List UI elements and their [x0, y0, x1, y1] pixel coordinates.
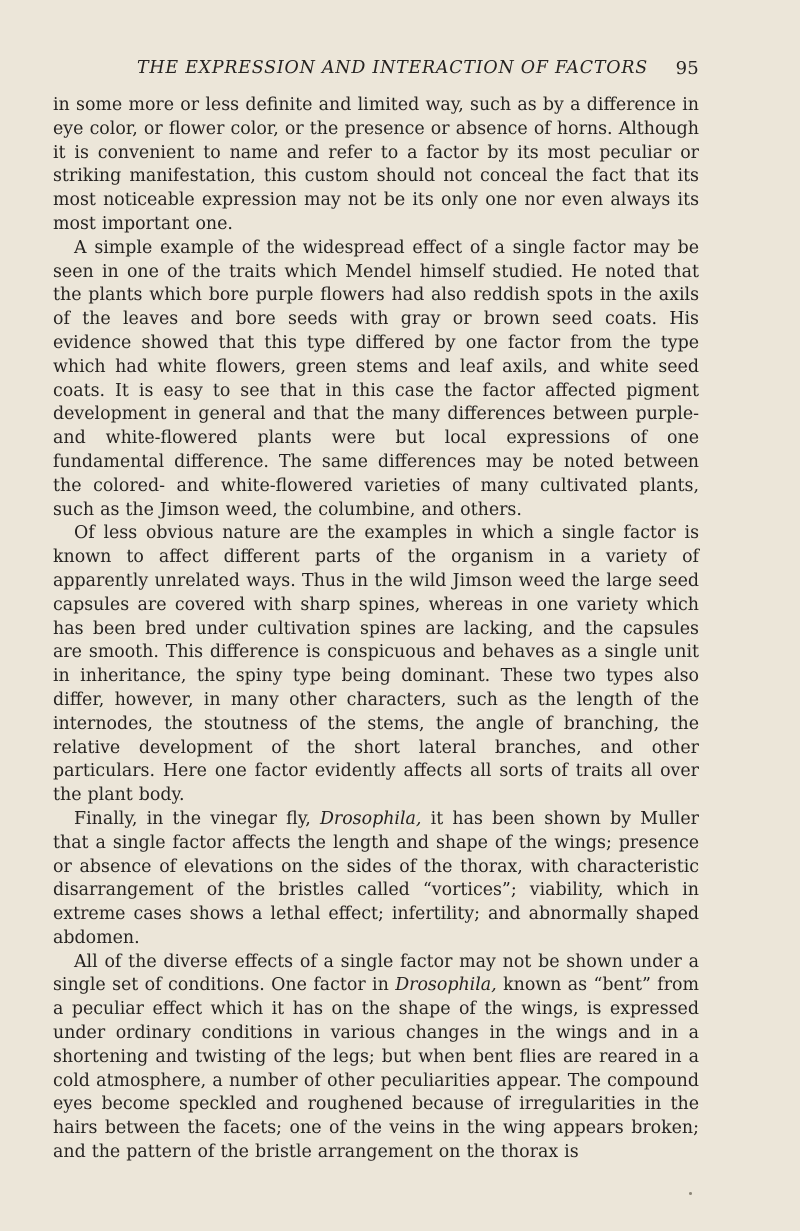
italic-genus-name: Drosophila,: [319, 808, 422, 829]
paragraph-2: [53, 237, 699, 523]
body-text: [53, 94, 699, 1165]
paragraph-5: [53, 951, 699, 1165]
paragraph-text: Finally, in the vinegar fly,: [74, 808, 320, 829]
paragraph-text: A simple example of the widespread effect of a single factor may be seen in one of the traits which Mendel himself studied. He noted that the plants which bore purple flowers had also reddish spots in the axils of the leaves and bore seeds with gray or brown seed coats. His evidence showed that this type differed by one factor from the type which had white flowers, green stems and leaf axils, and white seed coats. It is easy to see that in this case the factor affected pigment development in general and that the many differences between purple- and white-flowered plants were but local expressions of one fundamental difference. The same differences may be noted between the colored- and white-flowered varieties of many cultivated plants, such as the Jimson weed, the columbine, and others.: [53, 237, 699, 520]
running-head-title: THE EXPRESSION AND INTERACTION OF FACTORS: [137, 58, 648, 78]
paragraph-1: [53, 94, 699, 237]
paragraph-text: Of less obvious nature are the examples in which a single factor is known to affect different parts of the organism in a variety of apparently unrelated ways. Thus in the wild Jimson weed the large seed capsules are covered with sharp spines, whereas in one variety which has been bred under cultivation spines are lacking, and the capsules are smooth. This difference is conspicuous and behaves as a single unit in inheritance, the spiny type being dominant. These two types also differ, however, in many other characters, such as the length of the internodes, the stoutness of the stems, the angle of branching, the relative development of the short lateral branches, and other particulars. Here one factor evidently affects all sorts of traits all over the plant body.: [53, 523, 699, 806]
paragraph-text: known as “bent” from a peculiar effect which it has on the shape of the wings, is expressed under ordinary conditions in various changes in the wings and in a shortening and twisting of the legs; but when bent flies are reared in a cold atmosphere, a number of other peculiarities appear. The compound eyes become speckled and roughened because of irregularities in the hairs between the facets; one of the veins in the wing appears broken; and the pattern of the bristle arrangement on the thorax is: [53, 975, 699, 1163]
book-page: [53, 58, 699, 1165]
paragraph-text: in some more or less definite and limited way, such as by a difference in eye color, or flower color, or the presence or absence of horns. Although it is convenient to name and refer to a factor by its most peculiar or striking manifestation, this custom should not conceal the fact that its most noticeable expression may not be its only one nor even always its most important one.: [53, 95, 699, 234]
running-head: [53, 58, 699, 94]
italic-genus-name: Drosophila,: [395, 975, 497, 996]
paper-speck: [689, 1192, 692, 1195]
page-number: 95: [675, 58, 699, 79]
paragraph-4: [53, 808, 699, 951]
paragraph-text: All of the diverse effects of a single factor may not be shown under a single set of conditions. One factor in: [53, 951, 699, 996]
paragraph-3: [53, 522, 699, 808]
paragraph-text: it has been shown by Muller that a single factor affects the length and shape of the wings; presence or absence of elevations on the sides of the thorax, with characteristic disarrangement of the bristles called “vortices”; viability, which in extreme cases shows a lethal effect; infertility; and abnormally shaped abdomen.: [53, 808, 699, 948]
